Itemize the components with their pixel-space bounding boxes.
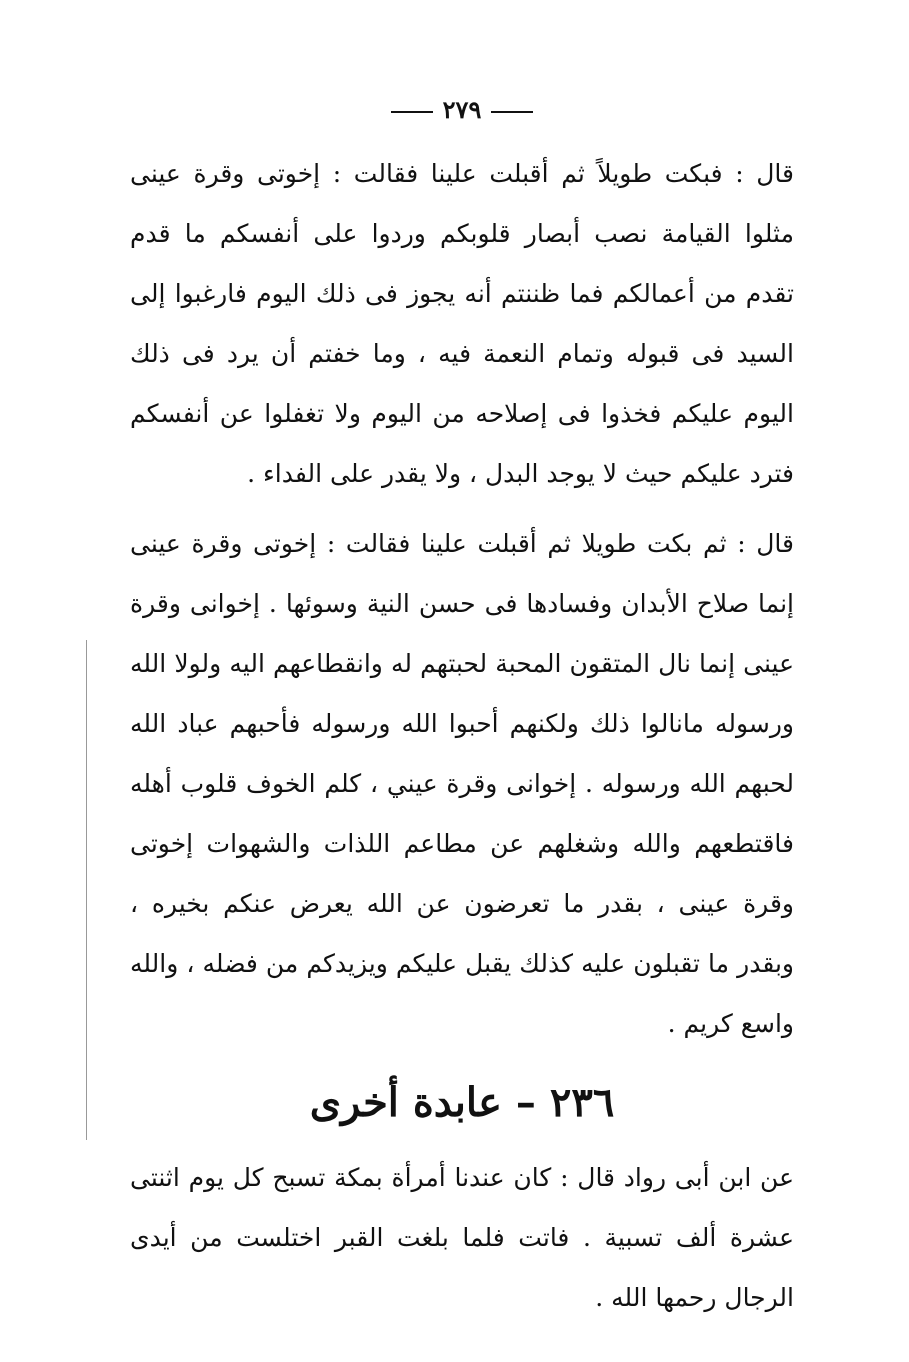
section-heading: ٢٣٦ – عابدة أخرى xyxy=(309,1079,615,1126)
paragraph-2: قال : ثم بكت طويلا ثم أقبلت علينا فقالت : إخوتى وقرة عينى إنما صلاح الأبدان وفسادها فى حسن النية وسوئها . إخوانى وقرة عينى إنما نال المتقون المحبة لحبتهم له وانقطاعهم اليه ولولا الله ورسوله مانالوا ذلك ولكنهم أحبوا الله ورسوله فأحبهم عباد الله لحبهم الله ورسوله . إخوانى وقرة عيني ، كلم الخوف قلوب أهله فاقتطعهم والله وشغلهم عن مطاعم اللذات والشهوات إخوتى وقرة عينى ، بقدر ما تعرضون عن الله يعرض عنكم بخيره ، وبقدر ما تقبلون عليه كذلك يقبل عليكم ويزيدكم من فضله ، والله واسع كريم . xyxy=(130,529,794,1038)
page-number xyxy=(130,90,794,130)
page-number-dash-right xyxy=(491,111,533,113)
margin-rule xyxy=(86,640,87,1140)
section-paragraph: عن ابن أبى رواد قال : كان عندنا أمرأة بمكة تسبح كل يوم اثنتى عشرة ألف تسبية . فاتت فلما بلغت القبر اختلست من أيدى الرجال رحمها الله . xyxy=(130,1163,794,1312)
paragraph-1: قال : فبكت طويلاً ثم أقبلت علينا فقالت : إخوتى وقرة عينى مثلوا القيامة نصب أبصار قلوبكم وردوا على أنفسكم ما قدم تقدم من أعمالكم فما ظننتم أنه يجوز فى ذلك اليوم فارغبوا إلى السيد فى قبوله وتمام النعمة فيه ، وما خفتم أن يرد فى ذلك اليوم عليكم فخذوا فى إصلاحه من اليوم ولا تغفلوا عن أنفسكم فترد عليكم حيث لا يوجد البدل ، ولا يقدر على الفداء . xyxy=(130,159,794,488)
page-number-dash-left xyxy=(391,111,433,113)
page-number-text: ٢٧٩ xyxy=(442,95,482,124)
